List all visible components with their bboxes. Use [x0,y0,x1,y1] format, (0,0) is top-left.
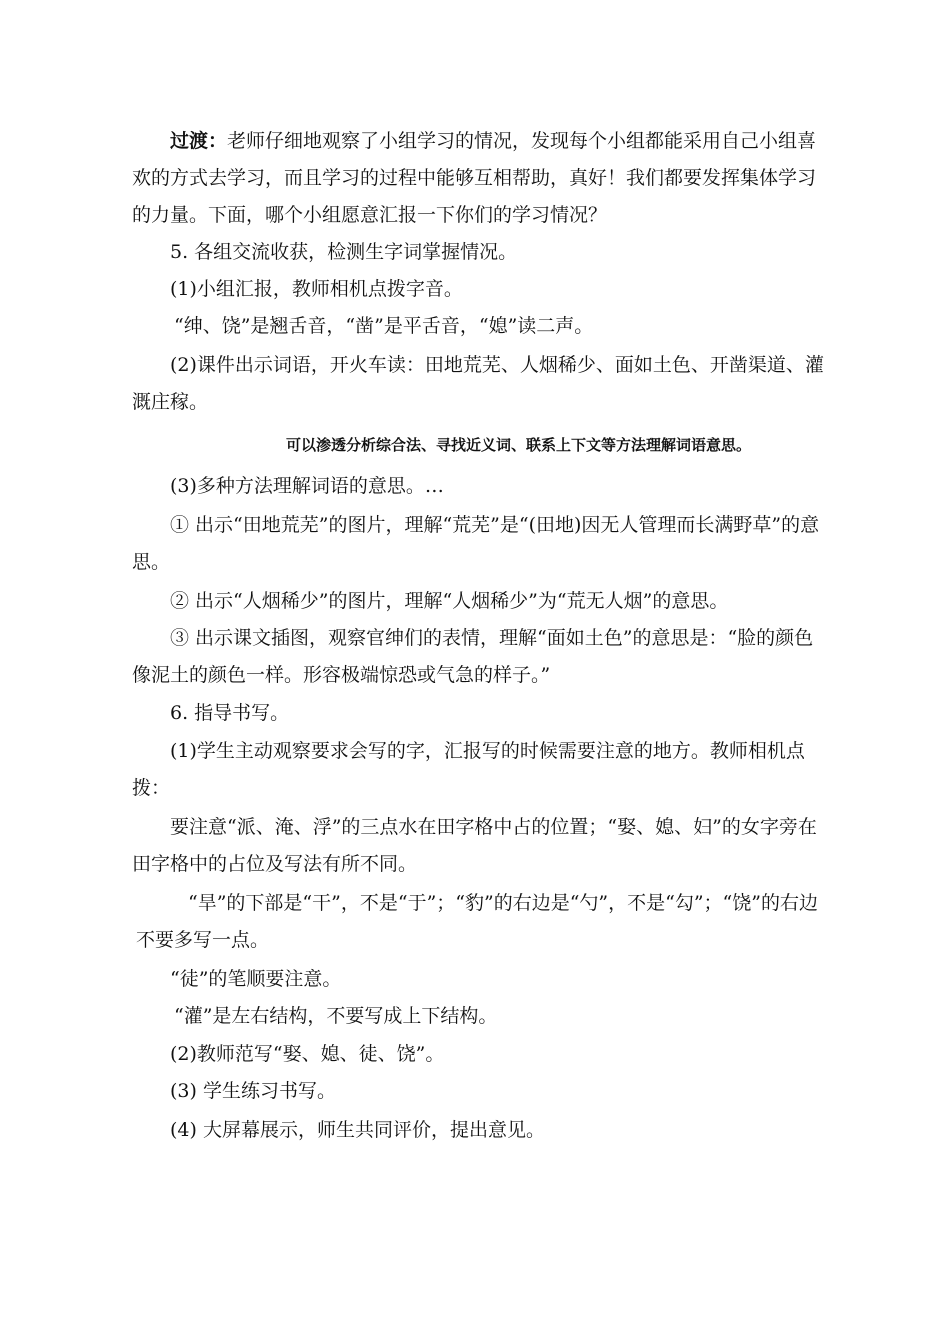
meaning-item-3: ③ 出示课文插图，观察官绅们的表情，理解“面如土色”的意思是：“脸的颜色像泥土的颜色一样。形容极端惊恐或气急的样子。” [132,627,814,686]
step-5-heading: 5. 各组交流收获，检测生字词掌握情况。 [170,241,518,263]
meaning-item-2: ② 出示“人烟稀少”的图片，理解“人烟稀少”为“荒无人烟”的意思。 [170,590,729,612]
transition-paragraph [132,123,832,234]
step-6-heading: 6. 指导书写。 [170,702,290,724]
step-6-4-display: (4) 大屏幕展示，师生共同评价，提出意见。 [170,1119,545,1141]
step-6-1-observe: (1)学生主动观察要求会写的字，汇报写的时候需要注意的地方。教师相机点拨： [132,740,805,799]
transition-label: 过渡： [170,130,228,152]
step-5-1-group-report: (1)小组汇报，教师相机点拨字音。 [170,278,463,300]
transition-text: 老师仔细地观察了小组学习的情况，发现每个小组都能采用自己小组喜欢的方式去学习，而且学习的过程中能够互相帮助，真好！我们都要发挥集体学习的力量。下面，哪个小组愿意汇报一下你们的学习情况？ [132,130,817,226]
step-6-2-teacher-demo: (2)教师范写“娶、媳、徒、饶”。 [170,1043,445,1065]
step-6-3-practice: (3) 学生练习书写。 [170,1080,336,1102]
margin-comment: 可以渗透分析综合法、寻找近义词、联系上下文等方法理解词语意思。 [286,436,752,454]
writing-note-radicals: 要注意“派、淹、浮”的三点水在田字格中占的位置；“娶、媳、妇”的女字旁在田字格中的占位及写法有所不同。 [132,816,817,875]
step-5-2-word-list: (2)课件出示词语，开火车读：田地荒芜、人烟稀少、面如土色、开凿渠道、灌溉庄稼。 [132,354,824,413]
writing-note-stroke-order: “徒”的笔顺要注意。 [170,968,342,990]
meaning-item-1: ① 出示“田地荒芜”的图片，理解“荒芜”是“(田地)因无人管理而长满野草”的意思。 [132,514,820,573]
pronunciation-note: “绅、饶”是翘舌音，“凿”是平舌音，“媳”读二声。 [174,315,594,337]
writing-note-structure: “灌”是左右结构，不要写成上下结构。 [174,1005,498,1027]
writing-note-strokes: “旱”的下部是“干”，不是“于”；“豹”的右边是“勺”，不是“勾”；“饶”的右边不要多写一点。 [136,892,818,951]
step-5-3-word-meaning: (3)多种方法理解词语的意思。… [170,475,444,497]
